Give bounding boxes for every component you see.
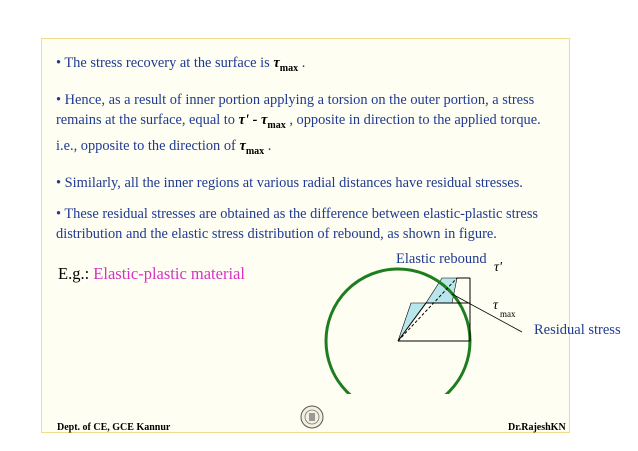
bullet-icon: •: [56, 205, 62, 222]
b2-text-mid: , opposite in direction to the applied torque. i.e., opposite to the direction of: [56, 111, 541, 154]
footer-department: Dept. of CE, GCE Kannur: [57, 422, 171, 433]
b4-text: These residual stresses are obtained as the difference between elastic-plastic stress distribution and the elastic stress distribution of rebound, as shown in figure.: [56, 205, 539, 242]
bullet-icon: •: [56, 174, 62, 191]
college-seal-icon: [300, 404, 324, 435]
stress-diagram: [312, 251, 621, 399]
tau-prime-minus-tau-max: τ' - $\tau_{max}$: [238, 111, 286, 131]
bullet-inner-regions: [56, 173, 556, 193]
residual-stress-label: Residual stress: [534, 322, 621, 338]
bullet-icon: •: [56, 55, 62, 71]
b1-text: The stress recovery at the surface is: [64, 55, 274, 71]
footer-author: Dr.RajeshKN: [508, 422, 566, 433]
b2-text-pre: Hence, as a result of inner portion applying a torsion on the outer portion, a stress remains at the surface, equal to: [56, 91, 535, 128]
slide-frame: [41, 38, 621, 433]
shaft-cross-section: [326, 269, 470, 394]
bullet-stress-recovery: • The stress recovery at the surface is $\tau_{max}$ .: [56, 55, 306, 74]
residual-region-outer: [426, 278, 457, 303]
stress-diagram-svg: [312, 254, 572, 394]
bullet-difference: [56, 204, 556, 244]
tau-max-symbol: $\tau_{max}$: [273, 55, 299, 74]
example-material: Elastic-plastic material: [93, 264, 245, 283]
tau-max-symbol: $\tau_{max}$: [239, 137, 265, 157]
example-prefix: E.g.:: [58, 264, 94, 283]
tau-prime-label: τ': [494, 260, 503, 275]
bullet-residual-surface: • Hence, as a result of inner portion applying a torsion on the outer portion, a stress remains at the surface, equal to τ' - $\tau_{max}$ , opposite in direction to the applied torque. i.e., opposite to the direction of $\tau_{max}$ .: [56, 91, 541, 157]
example-label: [58, 264, 245, 284]
b3-text: Similarly, all the inner regions at various radial distances have residual stresses.: [64, 174, 523, 191]
tau-max-label: τ: [493, 298, 499, 313]
slide-body: [56, 53, 556, 255]
elastic-rebound-label: Elastic rebound: [396, 251, 487, 267]
tau-max-subscript: max: [500, 309, 516, 319]
bullet-icon: •: [56, 91, 62, 108]
